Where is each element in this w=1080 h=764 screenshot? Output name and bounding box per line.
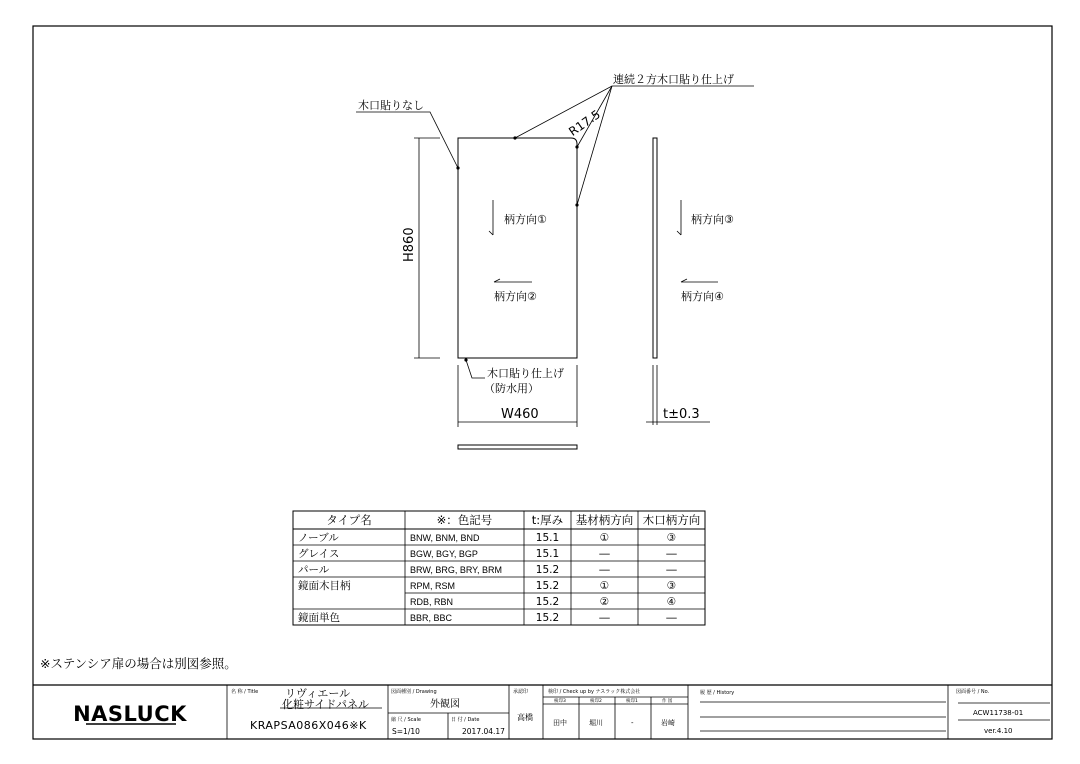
table-cell: ―: [599, 564, 610, 576]
drafter-caption: 承認印: [513, 689, 529, 695]
version: ver.4.10: [984, 727, 1013, 735]
table-cell: 15.2: [535, 612, 560, 624]
table-header: t:厚み: [531, 513, 564, 527]
label-pattern-4: 柄方向④: [681, 290, 724, 303]
history-caption: 履 歴 / History: [700, 690, 735, 696]
check-value-3: -: [631, 719, 634, 727]
panel-outline: [458, 138, 577, 358]
table-cell: グレイス: [298, 548, 340, 560]
label-pattern-1: 柄方向①: [504, 213, 547, 226]
label-pattern-3: 柄方向③: [691, 213, 734, 226]
table-cell: ④: [666, 596, 677, 608]
note-stencia: ※ステンシア扉の場合は別図参照。: [40, 656, 237, 671]
table-cell: RPM, RSM: [410, 581, 455, 591]
table-cell: 鏡面木目柄: [298, 580, 351, 592]
leader-no-edge: [356, 112, 458, 168]
table-cell: 15.2: [535, 580, 560, 592]
plan-view-outline: [458, 445, 577, 449]
table-cell: ―: [666, 548, 677, 560]
table-cell: ―: [599, 612, 610, 624]
table-cell: ③: [666, 580, 677, 592]
grain-arrow-2: [494, 279, 532, 282]
label-bottom-edge-2: （防水用）: [484, 382, 539, 395]
title-line2: 化粧サイドパネル: [282, 698, 370, 711]
title-line1: リヴィエール: [285, 687, 351, 700]
title-caption: 名 称 / Title: [231, 689, 259, 695]
table-cell: BBR, BBC: [410, 613, 453, 623]
table-cell: 15.2: [535, 564, 560, 576]
table-cell: ①: [599, 580, 610, 592]
label-continuous-edge: 連続２方木口貼り仕上げ: [613, 73, 734, 86]
check-value-4: 岩崎: [661, 719, 675, 727]
grain-arrow-4: [681, 279, 718, 282]
table-cell: 15.2: [535, 596, 560, 608]
table-cell: RDB, RBN: [410, 597, 454, 607]
leader-continuous-edge: [515, 86, 754, 138]
table-cell: 15.1: [535, 532, 560, 544]
table-cell: ―: [666, 612, 677, 624]
table-header: タイプ名: [326, 513, 372, 527]
company-logo: NASLUCK: [73, 702, 187, 726]
side-panel-outline: [653, 138, 657, 358]
drawing-number: ACW11738-01: [973, 709, 1024, 717]
check-header-3: 検印1: [626, 699, 638, 704]
check-header-1: 検印3: [554, 699, 566, 704]
table-cell: BNW, BNM, BND: [410, 533, 480, 543]
table-cell: ―: [599, 548, 610, 560]
table-cell: ①: [599, 532, 610, 544]
leader-bottom-edge: [466, 360, 485, 378]
grain-arrow-1: [489, 200, 493, 235]
sheet-border: [33, 26, 1052, 739]
table-cell: ③: [666, 532, 677, 544]
table-header: 木口柄方向: [642, 513, 701, 527]
table-cell: パール: [298, 564, 330, 576]
check-header-2: 検印2: [590, 699, 602, 704]
drawing-caption: 図面種別 / Drawing: [391, 689, 437, 695]
model-number: KRAPSA086X046※K: [250, 719, 367, 732]
table-cell: ②: [599, 596, 610, 608]
leader-dots: [456, 136, 578, 361]
check-caption: 検印 / Check up by ナスラック株式会社: [548, 689, 641, 695]
spec-table: [293, 511, 705, 625]
date-caption: 日 付 / Date: [451, 717, 480, 723]
table-cell: BGW, BGY, BGP: [410, 549, 478, 559]
table-cell: 鏡面単色: [298, 612, 340, 624]
table-cell: BRW, BRG, BRY, BRM: [410, 565, 503, 575]
scale-caption: 縮 尺 / Scale: [391, 717, 421, 723]
check-header-4: 作 図: [662, 699, 673, 704]
label-bottom-edge-1: 木口貼り仕上げ: [487, 367, 564, 380]
table-cell: ノーブル: [298, 532, 339, 544]
drafter-value: 高橋: [517, 713, 533, 722]
grain-arrow-3: [677, 200, 681, 235]
label-no-edge: 木口貼りなし: [358, 99, 424, 112]
table-header: ※：色記号: [436, 513, 493, 527]
side-view: [646, 138, 718, 425]
table-cell: ―: [666, 564, 677, 576]
date-value: 2017.04.17: [462, 727, 505, 736]
number-caption: 図面番号 / No.: [956, 689, 990, 695]
table-cell: 15.1: [535, 548, 560, 560]
label-width: W460: [501, 407, 539, 422]
scale-value: S=1/10: [392, 727, 420, 736]
check-value-2: 堀川: [589, 719, 603, 727]
check-value-1: 田中: [553, 719, 567, 727]
label-thickness: t±0.3: [663, 407, 700, 422]
table-header: 基材柄方向: [575, 513, 634, 527]
label-height: H860: [402, 227, 417, 262]
label-pattern-2: 柄方向②: [494, 290, 537, 303]
label-radius: R17.5: [566, 107, 603, 139]
drawing-value: 外観図: [430, 699, 460, 710]
